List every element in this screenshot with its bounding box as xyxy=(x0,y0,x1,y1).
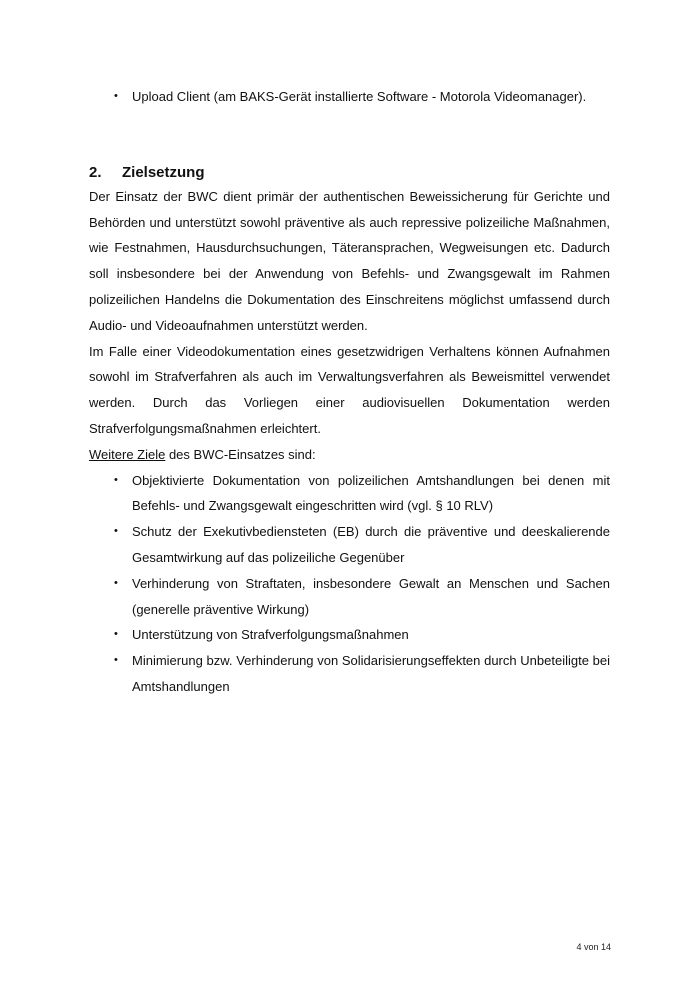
further-goals-label: Weitere Ziele xyxy=(89,446,166,462)
paragraph-evidence: Im Falle einer Videodokumentation eines gesetzwidrigen Verhaltens können Aufnahmen sowohl im Strafverfahren als auch im Verwaltungsverfahren als Beweismittel verwendet werden. Durch das Vorliegen einer audiovisuellen Dokumentation werden Strafverfolgungsmaßnahmen erleichtert. xyxy=(89,343,610,436)
bullet-icon: • xyxy=(114,473,118,486)
list-item xyxy=(89,468,610,520)
section-heading xyxy=(89,162,610,184)
list-item-text: Verhinderung von Straftaten, insbesondere Gewalt an Menschen und Sachen (generelle präventive Wirkung) xyxy=(132,575,610,617)
list-item xyxy=(89,622,610,648)
section-title: Zielsetzung xyxy=(122,163,205,181)
page-number: 4 von 14 xyxy=(576,942,611,952)
bullet-icon: • xyxy=(114,525,118,538)
page-content xyxy=(89,84,610,700)
top-bullet-list xyxy=(89,84,610,110)
bullet-icon: • xyxy=(114,654,118,667)
list-item-text: Minimierung bzw. Verhinderung von Solidarisierungseffekten durch Unbeteiligte bei Amtshandlungen xyxy=(132,653,610,694)
goals-list xyxy=(89,468,610,700)
list-item xyxy=(89,571,610,623)
bullet-icon: • xyxy=(114,90,118,102)
list-item-text: Schutz der Exekutivbediensteten (EB) durch die präventive und deeskalierende Gesamtwirkung auf das polizeiliche Gegenüber xyxy=(132,524,610,565)
further-goals-rest: des BWC-Einsatzes sind: xyxy=(165,446,316,462)
paragraph-purpose: Der Einsatz der BWC dient primär der authentischen Beweissicherung für Gerichte und Behörden und unterstützt sowohl präventive als auch repressive polizeiliche Maßnahmen, wie Festnahmen, Hausdurchsuchungen, Täteransprachen, Wegweisungen etc. Dadurch soll insbesondere bei der Anwendung von Befehls- und Zwangsgewalt im Rahmen polizeilichen Handelns die Dokumentation des Einschreitens möglichst umfassend durch Audio- und Videoaufnahmen unterstützt werden. xyxy=(89,188,610,333)
list-item-text: Objektivierte Dokumentation von polizeilichen Amtshandlungen bei denen mit Befehls- und Zwangsgewalt eingeschritten wird (vgl. § 10 RLV) xyxy=(132,472,610,514)
list-item xyxy=(89,84,610,110)
list-item xyxy=(89,648,610,700)
paragraph-further-goals-intro xyxy=(89,442,610,468)
bullet-icon: • xyxy=(114,628,118,641)
list-item xyxy=(89,519,610,571)
section-number: 2. xyxy=(89,163,102,181)
list-item-text: Upload Client (am BAKS-Gerät installierte Software - Motorola Videomanager). xyxy=(132,89,587,104)
bullet-icon: • xyxy=(114,576,118,589)
list-item-text: Unterstützung von Strafverfolgungsmaßnahmen xyxy=(132,627,409,643)
